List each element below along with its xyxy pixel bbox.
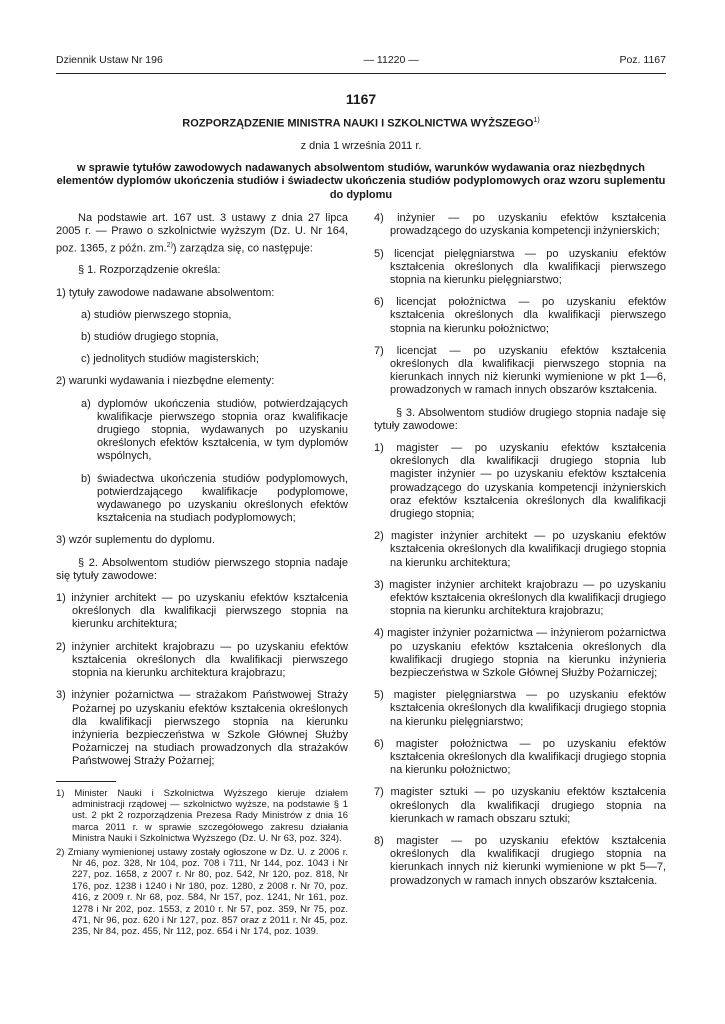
list-item: 3) inżynier pożarnictwa — strażakom Państwowej Straży Pożarnej po uzyskaniu efektów kształcenia określonych dla kwalifikacji pierwszego stopnia na kierunku inżynieria bezpieczeństwa w Szkole Głównej Służby Pożarniczej na studiach prowadzonych dla strażaków Państwowej Straży Pożarnej;	[56, 689, 348, 768]
list-item: 3) magister inżynier architekt krajobrazu — po uzyskaniu efektów kształcenia określonych dla kwalifikacji drugiego stopnia na kierunku architektura krajobrazu;	[374, 578, 666, 618]
list-subitem: b) świadectwa ukończenia studiów podyplomowych, potwierdzającego kwalifikacje podyplomowe, wydawanego po uzyskaniu określonych efektów kształcenia na studiach podyplomowych;	[81, 472, 348, 525]
journal-name: Dziennik Ustaw Nr 196	[56, 54, 163, 66]
section-3: § 3. Absolwentom studiów drugiego stopnia nadaje się tytuły zawodowe:	[374, 406, 666, 432]
list-item: 7) licencjat — po uzyskaniu efektów kształcenia określonych dla kwalifikacji pierwszego stopnia na kierunkach innych niż kierunki wymienione w pkt 1—6, prowadzonych w ramach innych obszarów kształcenia.	[374, 344, 666, 397]
list-item: 6) magister położnictwa — po uzyskaniu efektów kształcenia określonych dla kwalifikacji drugiego stopnia na kierunku położnictwo;	[374, 737, 666, 777]
list-item: 2) warunki wydawania i niezbędne elementy:	[56, 375, 275, 388]
preamble	[56, 212, 348, 255]
list-item: 1) tytuły zawodowe nadawane absolwentom:	[56, 286, 275, 299]
title-text: ROZPORZĄDZENIE MINISTRA NAUKI I SZKOLNICTWA WYŻSZEGO	[182, 117, 534, 130]
footnote-rule	[56, 781, 116, 782]
list-item: 3) wzór suplementu do dyplomu.	[56, 534, 215, 547]
left-column	[56, 212, 348, 940]
footnote-ref-2: 2)	[166, 241, 173, 249]
list-item: 8) magister — po uzyskaniu efektów kształcenia określonych dla kwalifikacji drugiego stopnia na kierunkach innych niż kierunki wymienione w pkt 5—7, prowadzonych w ramach innych obszarów kształcenia.	[374, 835, 666, 887]
footnote-1: 1) Minister Nauki i Szkolnictwa Wyższego kieruje działem administracji rządowej — szkolnictwo wyższe, na podstawie § 1 ust. 2 pkt 2 rozporządzenia Prezesa Rady Ministrów z dnia 16 marca 2011 r. w sprawie szczegółowego zakresu działania Ministra Nauki i Szkolnictwa Wyższego (Dz. U. Nr 63, poz. 324).	[56, 787, 348, 845]
document-page	[56, 50, 666, 1000]
section-2: § 2. Absolwentom studiów pierwszego stopnia nadaje się tytuły zawodowe:	[56, 556, 348, 582]
regulation-date: z dnia 1 września 2011 r.	[300, 139, 422, 152]
body-columns	[56, 212, 666, 940]
list-subitem: a) dyplomów ukończenia studiów, potwierdzających kwalifikacje pierwszego stopnia oraz kwalifikacje drugiego stopnia, wydawanych po uzyskaniu określonych efektów kształcenia, w tym dyplomów wspólnych,	[81, 397, 348, 463]
list-item: 5) magister pielęgniarstwa — po uzyskaniu efektów kształcenia określonych dla kwalifikacji drugiego stopnia na kierunku pielęgniarstwo;	[374, 689, 666, 728]
regulation-title	[56, 117, 666, 130]
list-item: 1) inżynier architekt — po uzyskaniu efektów kształcenia określonych dla kwalifikacji pierwszego stopnia na kierunku architektura;	[56, 592, 348, 631]
list-subitem: c) jednolitych studiów magisterskich;	[81, 353, 259, 366]
footnote-2: 2) Zmiany wymienionej ustawy zostały ogłoszone w Dz. U. z 2006 r. Nr 46, poz. 328, Nr 104, poz. 708 i 711, Nr 144, poz. 1043 i Nr 227, poz. 1658, z 2007 r. Nr 80, poz. 542, Nr 120, poz. 818, Nr 176, poz. 1238 i 1240 i Nr 180, poz. 1280, z 2008 r. Nr 70, poz. 416, z 2009 r. Nr 68, poz. 584, Nr 157, poz. 1241, Nr 161, poz. 1278 i Nr 202, poz. 1553, z 2010 r. Nr 57, poz. 359, Nr 75, poz. 471, Nr 96, poz. 620 i Nr 127, poz. 857 oraz z 2011 r. Nr 45, poz. 235, Nr 84, poz. 455, Nr 112, poz. 654 i Nr 174, poz. 1039.	[56, 846, 348, 938]
list-item: 6) licencjat położnictwa — po uzyskaniu efektów kształcenia określonych dla kwalifikacji pierwszego stopnia na kierunku położnictwo;	[374, 296, 666, 335]
page-number: — 11220 —	[363, 54, 419, 66]
regulation-subject: w sprawie tytułów zawodowych nadawanych absolwentom studiów, warunków wydawania oraz niezbędnych elementów dyplomów ukończenia studiów i świadectw ukończenia studiów podyplomowych oraz wzoru suplementu do dyplomu	[56, 161, 666, 201]
list-item: 4) inżynier — po uzyskaniu efektów kształcenia prowadzącego do uzyskania kompetencji inżynierskich;	[374, 212, 666, 238]
title-footnote-ref: 1)	[533, 117, 540, 124]
section-1: § 1. Rozporządzenie określa:	[78, 264, 221, 277]
list-subitem: a) studiów pierwszego stopnia,	[81, 308, 232, 321]
preamble-text-a: Na podstawie art. 167 ust. 3 ustawy z dnia 27 lipca 2005 r. — Prawo o szkolnictwie wyższym (Dz. U. Nr 164, poz. 1365, z późn. zm.	[56, 212, 348, 255]
list-subitem: b) studiów drugiego stopnia,	[81, 331, 219, 344]
position-number: 1167	[345, 91, 377, 107]
list-item: 7) magister sztuki — po uzyskaniu efektów kształcenia określonych dla kwalifikacji drugiego stopnia na kierunkach w ramach obszaru sztuki;	[374, 786, 666, 825]
right-column	[374, 212, 666, 940]
list-item: 5) licencjat pielęgniarstwa — po uzyskaniu efektów kształcenia określonych dla kwalifikacji pierwszego stopnia na kierunku pielęgniarstwo;	[374, 247, 666, 286]
list-item: 4) magister inżynier pożarnictwa — inżynierom pożarnictwa po uzyskaniu efektów kształcenia określonych dla kwalifikacji drugiego stopnia na kierunku inżynieria bezpieczeństwa w Szkole Głównej Służby Pożarniczej;	[374, 627, 666, 680]
list-item: 2) inżynier architekt krajobrazu — po uzyskaniu efektów kształcenia określonych dla kwalifikacji pierwszego stopnia na kierunku architektura krajobrazu;	[56, 640, 348, 680]
page-header	[56, 50, 666, 66]
header-rule	[56, 73, 666, 74]
preamble-text-b: ) zarządza się, co następuje:	[172, 242, 313, 255]
list-item: 2) magister inżynier architekt — po uzyskaniu efektów kształcenia określonych dla kwalifikacji drugiego stopnia na kierunku architektura;	[374, 530, 666, 569]
list-item: 1) magister — po uzyskaniu efektów kształcenia określonych dla kwalifikacji drugiego stopnia lub magister inżynier — po uzyskaniu efektów kształcenia prowadzącego do uzyskania kompetencji inżynierskich oraz efektów kształcenia określonych dla kwalifikacji drugiego stopnia;	[374, 442, 666, 521]
position-ref: Poz. 1167	[619, 54, 666, 66]
